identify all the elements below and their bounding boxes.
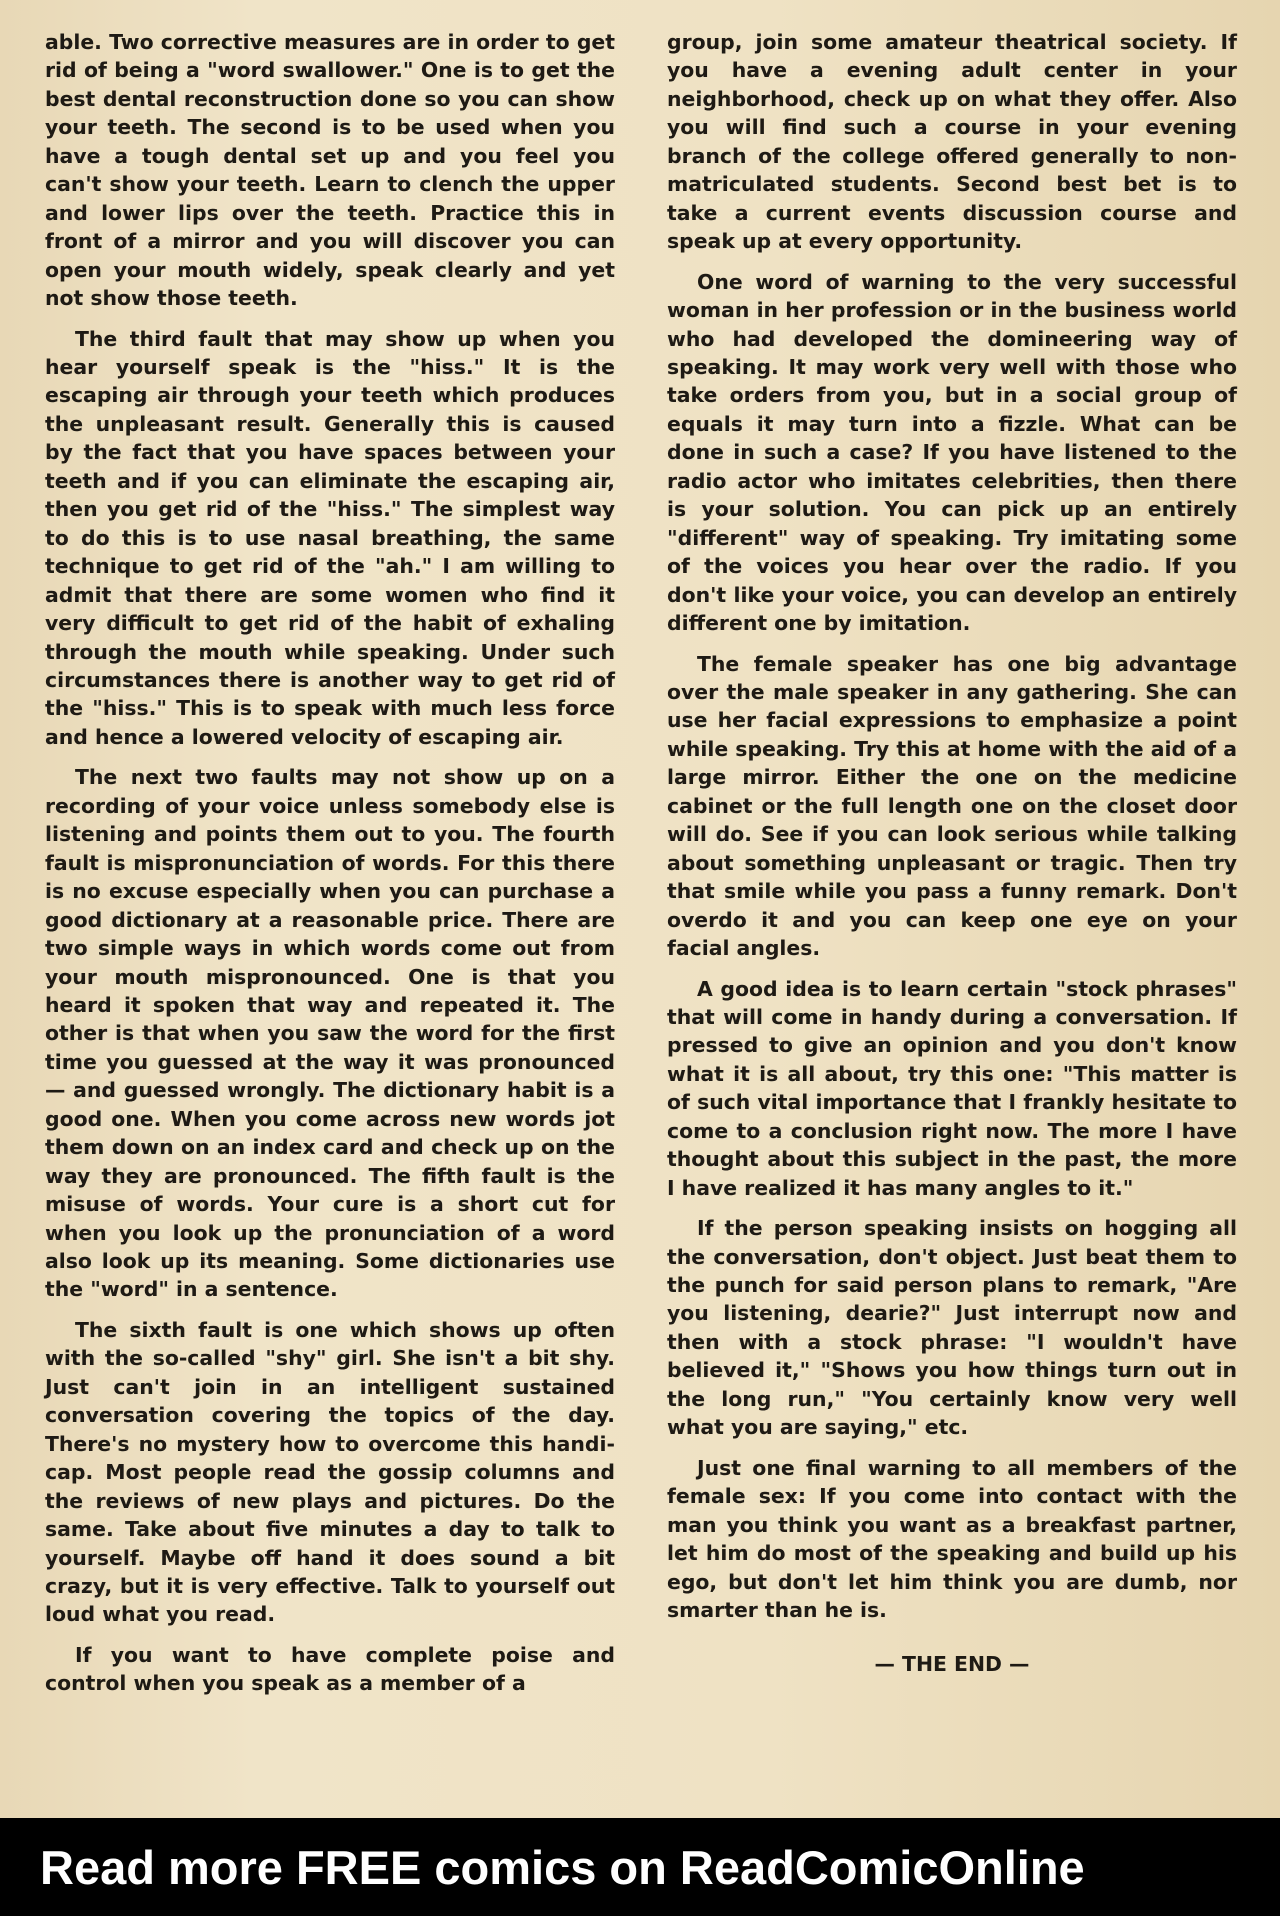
paragraph: Just one final warning to all members of the female sex: If you come into contact with the man you think you want as a breakfast partner, let him do most of the speaking and build up his ego, but don't let him think you are dumb, nor smarter than he is. [667, 1455, 1237, 1623]
left-column [45, 28, 615, 1710]
paragraph: The third fault that may show up when you hear yourself speak is the "hiss." It is the escaping air through your teeth which produces the unpleasant result. Generally this is caused by the fact that you have spaces between your teeth and if you can eliminate the escaping air, then you get rid of the "hiss." The simplest way to do this is to use nasal breathing, the same technique to get rid of the "ah." I am willing to admit that there are some women who find it very difficult to get rid of the habit of exhaling through the mouth while speaking. Under such circumstances there is another way to get rid of the "hiss." This is to speak with much less force and hence a lowered velocity of escaping air. [45, 326, 615, 749]
promo-banner[interactable] [0, 1818, 1280, 1916]
paragraph: A good idea is to learn certain "stock phrases" that will come in handy during a conversation. If pressed to give an opinion and you don't know what it is all about, try this one: "This matter is of such vital importance that I frankly hesitate to come to a conclusion right now. The more I have thought about this subject in the past, the more I have realized it has many angles to it." [667, 976, 1237, 1200]
right-column [667, 28, 1237, 1691]
paragraph: One word of warning to the very successful woman in her profession or in the business world who had developed the domineering way of speaking. It may work very well with those who take orders from you, but in a social group of equals it may turn into a fizzle. What can be done in such a case? If you have listened to the radio actor who imitates celebrities, then there is your solution. You can pick up an entirely "different" way of speaking. Try imitating some of the voices you hear over the radio. If you don't like your voice, you can develop an entirely different one by imitation. [667, 269, 1237, 636]
paragraph: If you want to have complete poise and control when you speak as a member of a [45, 1642, 615, 1696]
paragraph: The sixth fault is one which shows up often with the so-called "shy" girl. She isn't a bit shy. Just can't join in an intelligent sustained conversation covering the topics of the day. There's no mystery how to overcome this handicap. Most people read the gossip columns and the reviews of new plays and pictures. Do the same. Take about five minutes a day to talk to yourself. Maybe off hand it does sound a bit crazy, but it is very effective. Talk to yourself out loud what you read. [45, 1317, 615, 1627]
paragraph: The female speaker has one big advantage over the male speaker in any gathering. She can use her facial expressions to emphasize a point while speaking. Try this at home with the aid of a large mirror. Either the one on the medicine cabinet or the full length one on the closet door will do. See if you can look serious while talking about something unpleasant or tragic. Then try that smile while you pass a funny remark. Don't overdo it and you can keep one eye on your facial angles. [667, 651, 1237, 961]
paragraph: able. Two corrective measures are in order to get rid of being a "word swallower." One is to get the best dental reconstruction done so you can show your teeth. The second is to be used when you have a tough dental set up and you feel you can't show your teeth. Learn to clench the upper and lower lips over the teeth. Practice this in front of a mirror and you will discover you can open your mouth widely, speak clearly and yet not show those teeth. [45, 30, 615, 311]
the-end-marker: — THE END — [874, 1652, 1030, 1677]
article-body [0, 28, 1280, 1818]
paragraph: If the person speaking insists on hogging all the conversation, don't object. Just beat them to the punch for said person plans to remark, "Are you listening, dearie?" Just interrupt now and then with a stock phrase: "I wouldn't have believed it," "Shows you how things turn out in the long run," "You certainly know very well what you are saying," etc. [667, 1216, 1237, 1440]
paragraph: The next two faults may not show up on a recording of your voice unless somebody else is listening and points them out to you. The fourth fault is mispronunciation of words. For this there is no excuse especially when you can purchase a good dictionary at a reasonable price. There are two simple ways in which words come out from your mouth mispronounced. One is that you heard it spoken that way and repeated it. The other is that when you saw the word for the first time you guessed at the way it was pronounced — and guessed wrongly. The dictionary habit is a good one. When you come across new words jot them down on an index card and check up on the way they are pronounced. The fifth fault is the misuse of words. Your cure is a short cut for when you look up the pronunciation of a word also look up its meaning. Some dictionaries use the "word" in a sentence. [45, 765, 615, 1302]
promo-banner-text[interactable]: Read more FREE comics on ReadComicOnline [40, 1840, 1085, 1894]
paragraph: group, join some amateur theatrical society. If you have a evening adult center in your neighborhood, check up on what they offer. Also you will find such a course in your evening branch of the college offered generally to non-matriculated students. Second best bet is to take a current events discussion course and speak up at every opportunity. [667, 30, 1237, 254]
